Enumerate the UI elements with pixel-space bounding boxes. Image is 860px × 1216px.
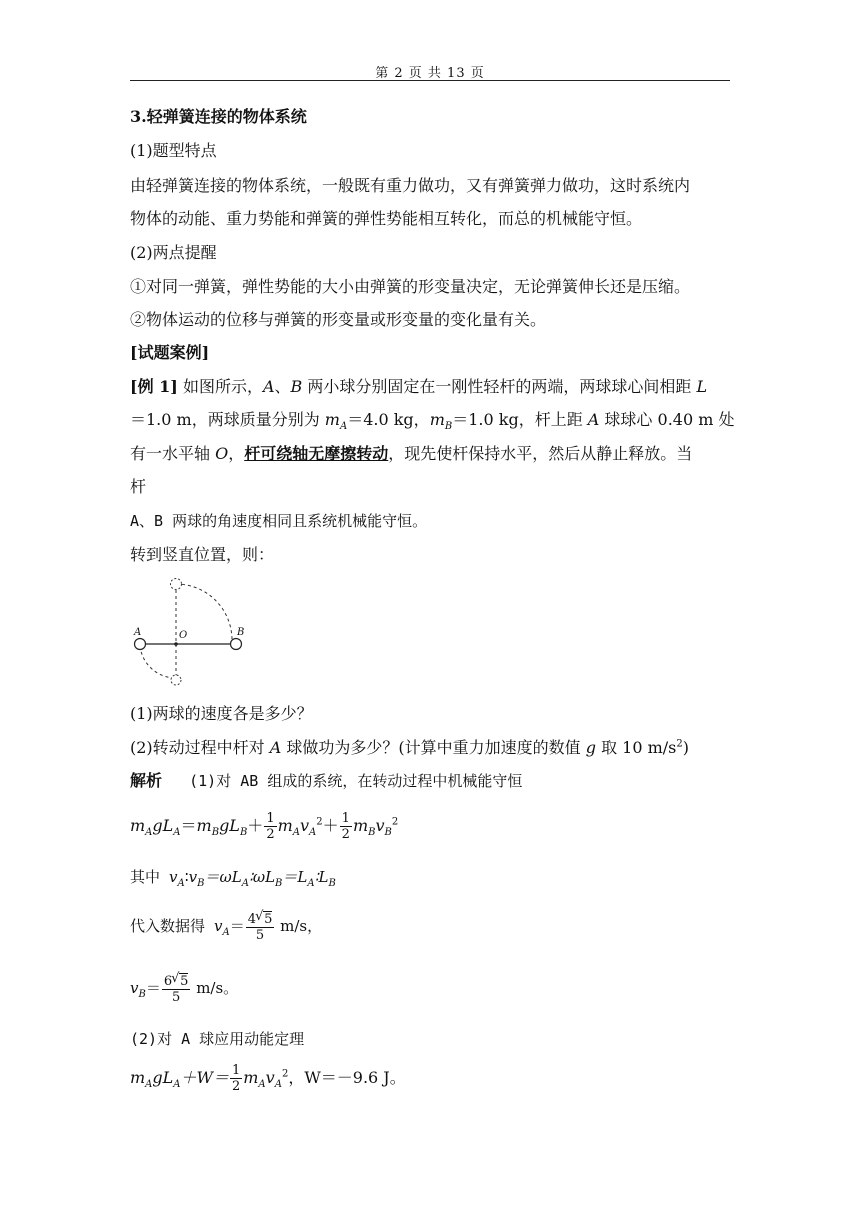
var: m bbox=[196, 816, 212, 835]
var: m bbox=[243, 1068, 259, 1087]
superscript: 2 bbox=[676, 738, 683, 750]
text: 代入数据得 bbox=[130, 917, 215, 935]
var: m bbox=[429, 410, 445, 429]
subscript: A bbox=[173, 1079, 181, 1091]
solution-intro bbox=[130, 770, 522, 792]
numerator: 1 bbox=[341, 811, 350, 826]
text: 球球心 0.40 m 处 bbox=[599, 410, 735, 429]
text: ＝ωL bbox=[204, 868, 242, 886]
denominator: 2 bbox=[341, 827, 350, 842]
denominator: 2 bbox=[266, 827, 275, 842]
sqrt-radicand: √ 5 bbox=[263, 911, 272, 927]
text: 取 10 m/s bbox=[596, 738, 677, 757]
text: 两小球分别固定在一刚性轻杆的两端，两球球心间相距 bbox=[302, 377, 697, 396]
subscript: A bbox=[307, 878, 315, 889]
equation-va bbox=[130, 904, 322, 948]
subscript: A bbox=[177, 878, 185, 889]
subscript: B bbox=[368, 827, 376, 839]
solution-part2: (2)对 A 球应用动能定理 bbox=[130, 1030, 305, 1048]
label-o: O bbox=[179, 630, 188, 641]
page-number: 第 2 页 共 13 页 bbox=[375, 66, 485, 81]
example-line bbox=[130, 409, 735, 431]
text: ＝ bbox=[229, 917, 245, 935]
fraction-half bbox=[340, 811, 352, 842]
label-b: B bbox=[237, 627, 245, 638]
coefficient: 4 bbox=[247, 912, 257, 927]
var: v bbox=[169, 868, 178, 886]
text: ＝1.0 m，两球质量分别为 bbox=[130, 410, 325, 429]
var: A bbox=[262, 377, 275, 396]
var: gL bbox=[152, 1068, 174, 1087]
var: v bbox=[375, 816, 385, 835]
text: ∶ωL bbox=[248, 868, 276, 886]
subscript: B bbox=[275, 878, 283, 889]
superscript: 2 bbox=[281, 1068, 289, 1080]
numerator: 1 bbox=[266, 811, 275, 826]
numerator: 1 bbox=[231, 1063, 241, 1078]
subscript: A bbox=[258, 1079, 266, 1091]
subscript: A bbox=[173, 827, 181, 839]
paragraph-line: 物体的动能、重力势能和弹簧的弹性势能相互转化，而总的机械能守恒。 bbox=[130, 209, 643, 228]
text: 、 bbox=[274, 377, 291, 396]
ball-a-final bbox=[171, 675, 181, 685]
ball-b bbox=[231, 639, 242, 650]
subscript: B bbox=[239, 827, 248, 839]
var: gL bbox=[219, 816, 240, 835]
subscript: B bbox=[138, 989, 146, 1000]
var: m bbox=[277, 816, 293, 835]
subscript: A bbox=[339, 421, 348, 433]
var: L bbox=[696, 377, 708, 396]
var: v bbox=[130, 979, 139, 997]
solution-label: 解析 bbox=[130, 771, 163, 790]
var: v bbox=[300, 816, 310, 835]
var: v bbox=[265, 1068, 275, 1087]
case-heading: [试题案例] bbox=[130, 343, 210, 362]
annotation-note: A、B 两球的角速度相同且系统机械能守恒。 bbox=[130, 512, 428, 530]
subheading-features: (1)题型特点 bbox=[130, 141, 217, 160]
equation-energy bbox=[130, 806, 398, 846]
example-label: [例 1] bbox=[130, 377, 178, 396]
var: v bbox=[188, 868, 198, 886]
subscript: A bbox=[222, 927, 230, 938]
subscript: A bbox=[274, 1079, 282, 1091]
path-arc-a bbox=[140, 646, 176, 678]
numerator bbox=[162, 973, 191, 990]
superscript: 2 bbox=[391, 816, 399, 828]
text: ＝L bbox=[282, 868, 308, 886]
rod-diagram bbox=[128, 572, 258, 690]
var: gL bbox=[152, 816, 174, 835]
var: m bbox=[130, 1068, 146, 1087]
var: v bbox=[214, 917, 223, 935]
var: A bbox=[269, 738, 282, 757]
question-2 bbox=[130, 737, 689, 759]
text: ) bbox=[682, 738, 690, 757]
fraction-va bbox=[246, 911, 275, 943]
subheading-tips: (2)两点提醒 bbox=[130, 243, 217, 262]
example-line: 杆 bbox=[130, 477, 147, 496]
coefficient: 6 bbox=[163, 974, 173, 989]
text: 有一水平轴 bbox=[130, 444, 216, 463]
ball-b-final bbox=[171, 579, 182, 590]
text: (2)转动过程中杆对 bbox=[130, 738, 270, 757]
var: m bbox=[324, 410, 340, 429]
text: ＋ bbox=[247, 816, 264, 835]
tip-item: ①对同一弹簧，弹性势能的大小由弹簧的形变量决定，无论弹簧伸长还是压缩。 bbox=[130, 277, 691, 296]
text: ∶ bbox=[184, 868, 189, 886]
text: ＝1.0 kg，杆上距 bbox=[452, 410, 588, 429]
fraction-vb bbox=[162, 973, 191, 1005]
label-a: A bbox=[134, 627, 142, 638]
text: 球做功为多少？(计算中重力加速度的数值 bbox=[281, 738, 586, 757]
header-divider bbox=[130, 80, 730, 81]
sqrt-radicand: √ 5 bbox=[179, 973, 188, 989]
var: B bbox=[290, 377, 303, 396]
ball-a bbox=[135, 639, 146, 650]
superscript: 2 bbox=[316, 816, 323, 828]
var: O bbox=[215, 444, 229, 463]
var: g bbox=[585, 738, 596, 757]
example-line: 转到竖直位置，则： bbox=[130, 545, 275, 564]
text: ， bbox=[228, 444, 245, 463]
example-line bbox=[130, 376, 707, 398]
subscript: B bbox=[197, 878, 205, 889]
text: ＋W＝ bbox=[180, 1068, 229, 1087]
subscript: A bbox=[292, 827, 300, 839]
tip-item: ②物体运动的位移与弹簧的形变量或形变量的变化量有关。 bbox=[130, 310, 547, 329]
numerator bbox=[246, 911, 275, 928]
subscript: A bbox=[145, 827, 153, 839]
text: 如图所示， bbox=[177, 377, 263, 396]
var: A bbox=[587, 410, 600, 429]
denominator: 5 bbox=[255, 928, 265, 943]
text: ，W＝－9.6 J。 bbox=[288, 1068, 406, 1087]
pivot-o bbox=[174, 642, 178, 646]
var: m bbox=[130, 816, 146, 835]
text: 其中 bbox=[130, 868, 170, 886]
text: ＝ bbox=[145, 979, 161, 997]
text: ＝4.0 kg， bbox=[347, 410, 430, 429]
equation-work bbox=[130, 1058, 406, 1098]
text: ，现先使杆保持水平，然后从静止释放。当 bbox=[388, 444, 693, 463]
subscript: B bbox=[384, 827, 392, 839]
subscript: A bbox=[241, 878, 249, 889]
subscript: B bbox=[444, 421, 453, 433]
text: ＋ bbox=[322, 816, 339, 835]
text: ∶L bbox=[314, 868, 329, 886]
text: ＝ bbox=[180, 816, 197, 835]
subscript: B bbox=[211, 827, 220, 839]
example-line bbox=[130, 443, 692, 465]
question-1: (1)两球的速度各是多少？ bbox=[130, 704, 313, 723]
paragraph-line: 由轻弹簧连接的物体系统，一般既有重力做功，又有弹簧弹力做功，这时系统内 bbox=[130, 176, 691, 195]
subscript: A bbox=[309, 827, 317, 839]
var: m bbox=[352, 816, 369, 835]
fraction-half bbox=[230, 1063, 242, 1094]
equation-ratio bbox=[130, 866, 336, 888]
denominator: 5 bbox=[172, 990, 181, 1005]
subscript: A bbox=[145, 1079, 153, 1091]
fraction-half bbox=[264, 811, 276, 842]
denominator: 2 bbox=[231, 1079, 241, 1094]
text: (1)对 AB 组成的系统，在转动过程中机械能守恒 bbox=[189, 772, 523, 790]
section-title: 3.轻弹簧连接的物体系统 bbox=[130, 107, 307, 126]
text: m/s。 bbox=[191, 979, 239, 997]
subscript: B bbox=[328, 878, 336, 889]
equation-vb bbox=[130, 966, 238, 1010]
underlined-hint: 杆可绕轴无摩擦转动 bbox=[244, 444, 389, 463]
text: m/s， bbox=[275, 917, 323, 935]
